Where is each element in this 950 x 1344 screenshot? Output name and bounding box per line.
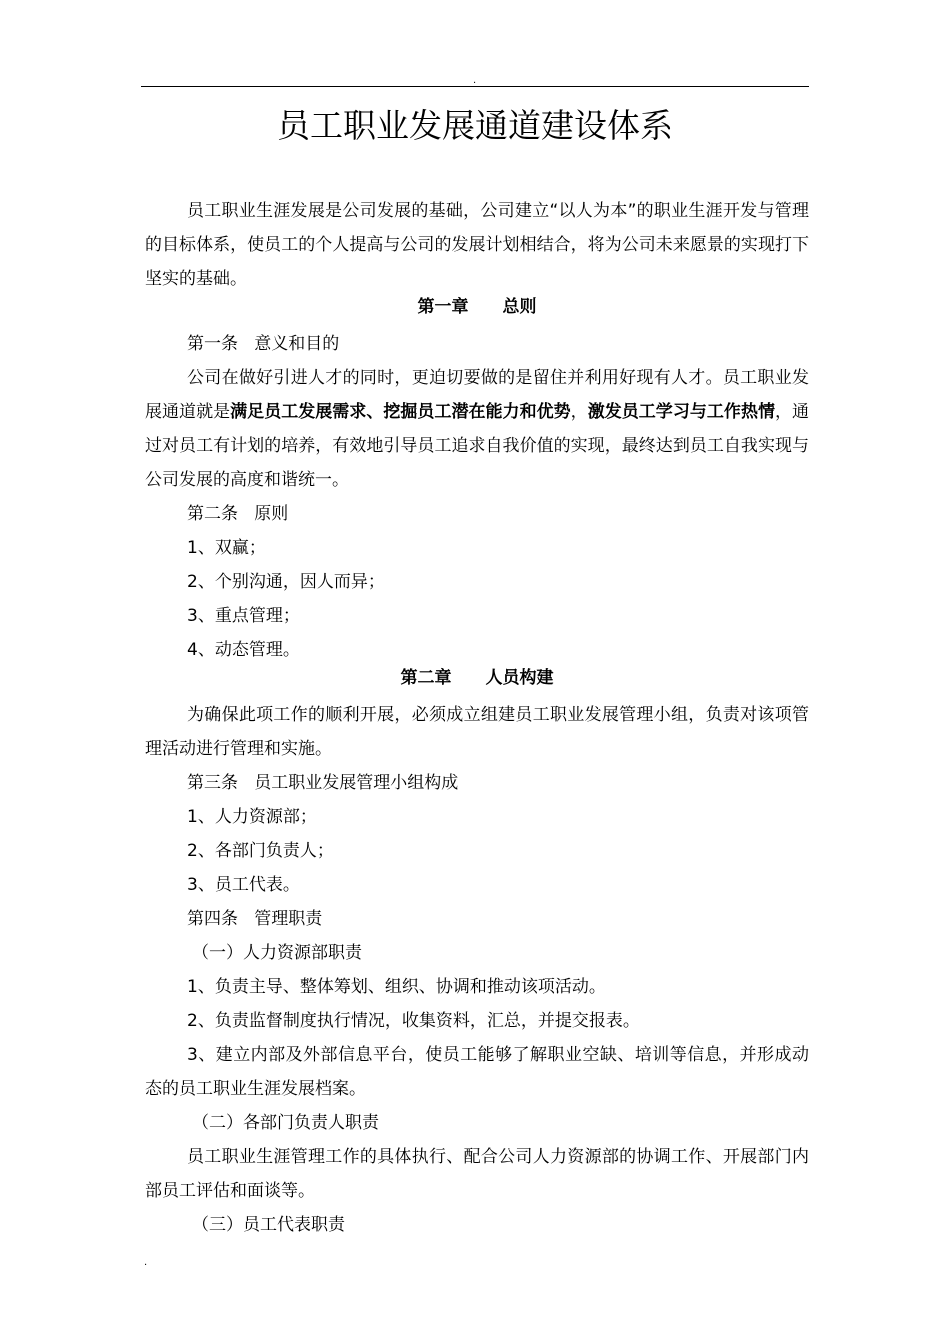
- article-1-text-a: 公司在做好引进人才的同时，更迫切要做的是留住并利用好现有人才。员工职业发展通道就是: [145, 368, 809, 422]
- member-item: 1、人力资源部；: [187, 807, 317, 827]
- article-1-bold-1: 满足员工发展需求、挖掘员工潜在能力和优势: [230, 402, 571, 422]
- header-rule: [141, 86, 809, 87]
- principle-item: 4、动态管理。: [187, 640, 300, 660]
- article-3-title: 第三条 员工职业发展管理小组构成: [187, 773, 459, 793]
- principle-item: 1、双赢；: [187, 538, 266, 558]
- dept-duties-text: 员工职业生涯管理工作的具体执行、配合公司人力资源部的协调工作、开展部门内部员工评估和面谈等。: [145, 1147, 809, 1201]
- rep-duties-title: （三）员工代表职责: [192, 1215, 345, 1235]
- document-body: [145, 194, 809, 1242]
- member-item: 3、员工代表。: [187, 875, 300, 895]
- header-mark: .: [473, 75, 477, 86]
- document-title: 员工职业发展通道建设体系: [277, 106, 673, 145]
- article-1-paragraph: [145, 361, 809, 497]
- article-1-text-c: ，通过对员工有计划的培养，有效地引导员工追求自我价值的实现，最终达到员工自我实现与公司发展的高度和谐统一。: [145, 402, 810, 490]
- intro-paragraph: 员工职业生涯发展是公司发展的基础，公司建立“以人为本”的职业生涯开发与管理的目标体系，使员工的个人提高与公司的发展计划相结合，将为公司未来愿景的实现打下坚实的基础。: [145, 201, 809, 289]
- hr-duties-title: （一）人力资源部职责: [192, 943, 362, 963]
- chapter-2-heading: [145, 667, 809, 689]
- hr-duty-item: 1、负责主导、整体筹划、组织、协调和推动该项活动。: [187, 977, 606, 997]
- article-2-title: 第二条 原则: [187, 504, 289, 524]
- chapter-1-number: 第一章: [417, 297, 469, 317]
- chapter-1-name: 总则: [502, 297, 537, 317]
- chapter-1-heading: [145, 296, 809, 318]
- principle-item: 2、个别沟通，因人而异；: [187, 572, 385, 592]
- member-item: 2、各部门负责人；: [187, 841, 334, 861]
- hr-duty-item: 2、负责监督制度执行情况，收集资料，汇总，并提交报表。: [187, 1011, 640, 1031]
- hr-duty-item: 3、建立内部及外部信息平台，使员工能够了解职业空缺、培训等信息，并形成动态的员工职业生涯发展档案。: [145, 1045, 809, 1099]
- article-4-title: 第四条 管理职责: [187, 909, 323, 929]
- footer-mark: .: [144, 1257, 148, 1268]
- chapter-2-intro: 为确保此项工作的顺利开展，必须成立组建员工职业发展管理小组，负责对该项管理活动进行管理和实施。: [145, 705, 809, 759]
- chapter-2-name: 人员构建: [485, 668, 554, 688]
- article-1-bold-2: 激发员工学习与工作热情: [587, 402, 775, 422]
- article-1-text-b: ，: [570, 402, 588, 422]
- article-1-title: 第一条 意义和目的: [187, 334, 340, 354]
- principle-item: 3、重点管理；: [187, 606, 300, 626]
- dept-duties-title: （二）各部门负责人职责: [192, 1113, 379, 1133]
- chapter-2-number: 第二章: [400, 668, 452, 688]
